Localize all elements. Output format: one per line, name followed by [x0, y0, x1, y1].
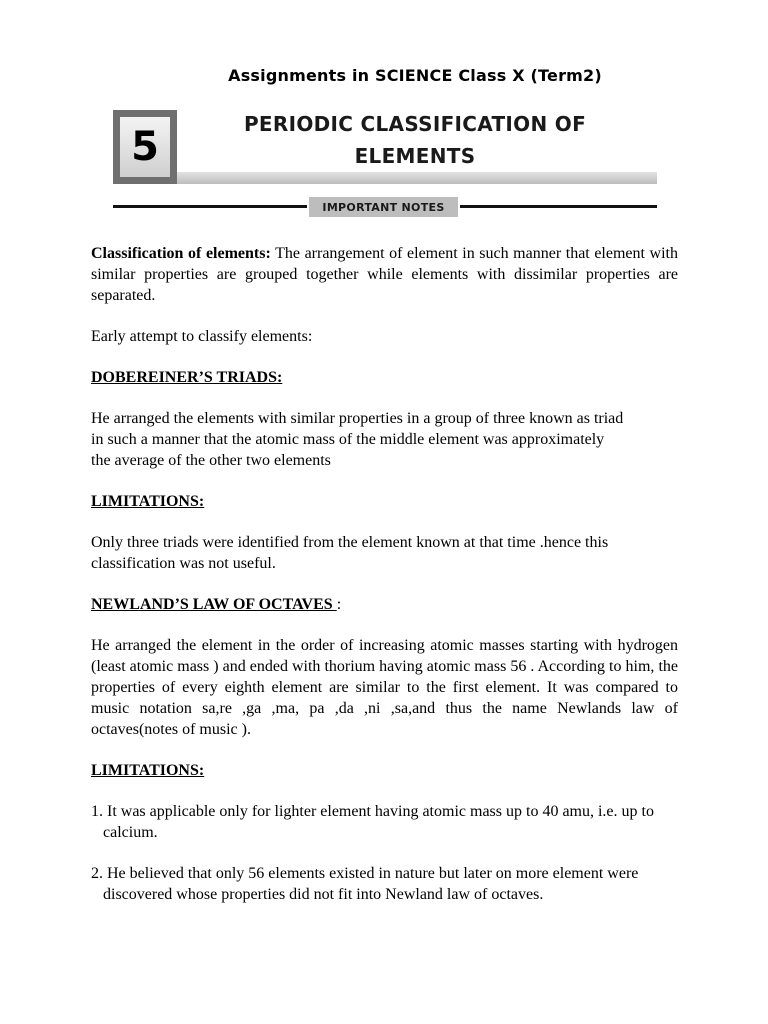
- newland-paragraph: He arranged the element in the order of increasing atomic masses starting with hydrogen (least atomic mass ) and ended with thorium having atomic mass 56 . According to him, the properties of every eighth element are similar to the first element. It was compared to music notation sa,re ,ga ,ma, pa ,da ,ni ,sa,and thus the name Newlands law of octaves(notes of music ).: [91, 637, 678, 738]
- dobereiner-line-2: in such a manner that the atomic mass of the middle element was approximately: [91, 431, 605, 448]
- classification-text: The arrangement of element in such manner that element with similar properties are grouped together while elements with dissimilar properties are separated.: [91, 245, 678, 304]
- chapter-title-line2: ELEMENTS: [354, 144, 476, 168]
- limitations-paragraph-1: [91, 532, 678, 574]
- dobereiner-line-3: the average of the other two elements: [91, 452, 331, 469]
- dobereiner-heading: DOBEREINER’S TRIADS:: [91, 369, 283, 386]
- limitations-1-line-1: Only three triads were identified from the element known at that time .hence this: [91, 534, 609, 551]
- dobereiner-line-1: He arranged the elements with similar properties in a group of three known as triad: [91, 410, 624, 427]
- assignment-subtitle: Assignments in SCIENCE Class X (Term2): [228, 66, 602, 85]
- newland-heading: NEWLAND’S LAW OF OCTAVES: [91, 596, 337, 613]
- limitation-item-2: 2. He believed that only 56 elements existed in nature but later on more element were discovered whose properties did not fit into Newland law of octaves.: [91, 865, 639, 903]
- classification-paragraph: [91, 243, 678, 306]
- notes-body: [91, 243, 678, 905]
- limitations-heading-1: LIMITATIONS:: [91, 493, 205, 510]
- chapter-title-line1: PERIODIC CLASSIFICATION OF: [243, 112, 587, 136]
- newland-heading-colon: :: [336, 596, 342, 613]
- chapter-title: [200, 108, 630, 172]
- title-underline-band: [177, 172, 657, 184]
- chapter-number-box: [113, 110, 177, 184]
- limitations-1-line-2: classification was not useful.: [91, 555, 276, 572]
- early-attempt-text: Early attempt to classify elements:: [91, 328, 313, 345]
- chapter-number: 5: [120, 117, 170, 177]
- newland-heading-row: [91, 594, 678, 615]
- notes-divider-right: [460, 205, 657, 208]
- notes-divider-left: [113, 205, 307, 208]
- classification-term: Classification of elements:: [91, 245, 271, 262]
- limitation-item-1: 1. It was applicable only for lighter element having atomic mass up to 40 amu, i.e. up to calcium.: [91, 803, 654, 841]
- important-notes-label: IMPORTANT NOTES: [309, 197, 458, 217]
- limitations-heading-2: LIMITATIONS:: [91, 762, 205, 779]
- dobereiner-paragraph: [91, 408, 678, 471]
